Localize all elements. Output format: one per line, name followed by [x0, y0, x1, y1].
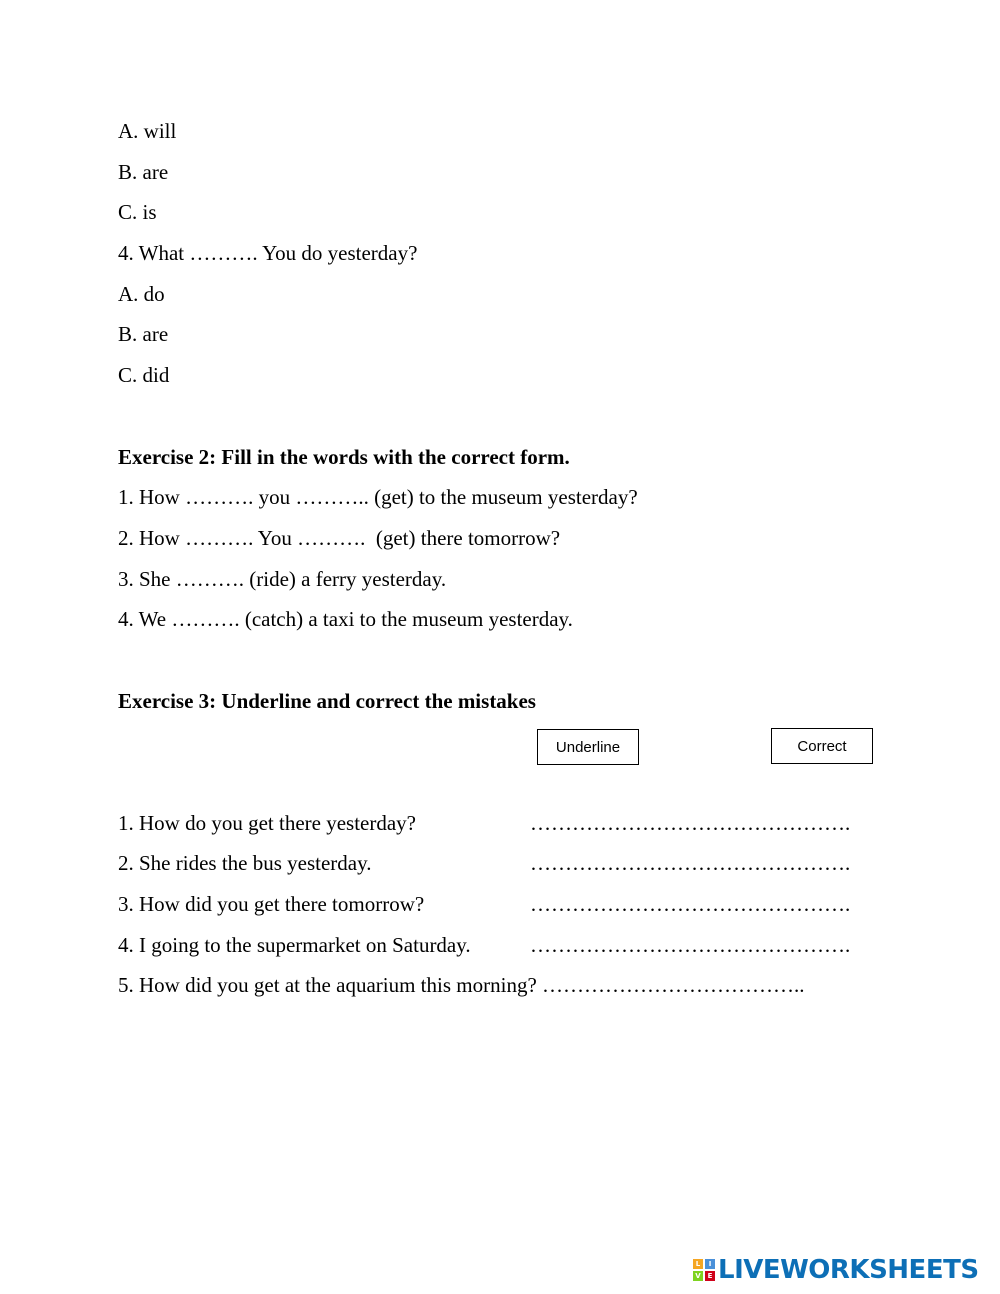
logo-mark-icon	[693, 1259, 715, 1281]
exercise-3-title: Exercise 3: Underline and correct the mistakes	[118, 689, 536, 713]
exercise-3-sentence-1: 1. How do you get there yesterday?	[118, 811, 416, 835]
option-a-will: A. will	[118, 119, 177, 143]
correct-box: Correct	[771, 728, 873, 764]
logo-letter-v: V	[693, 1271, 703, 1281]
liveworksheets-logo	[693, 1255, 979, 1285]
exercise-3-sentence-5: 5. How did you get at the aquarium this morning? ………………………………..	[118, 973, 805, 997]
logo-letter-i: I	[705, 1259, 715, 1269]
answer-blank-1[interactable]: ……………………………………….	[530, 811, 851, 835]
logo-letter-l: L	[693, 1259, 703, 1269]
option-a-do: A. do	[118, 282, 165, 306]
underline-box: Underline	[537, 729, 639, 765]
logo-letter-e: E	[705, 1271, 715, 1281]
option-b-are: B. are	[118, 160, 169, 184]
exercise-2-item-1: 1. How ………. you ……….. (get) to the museum yesterday?	[118, 485, 638, 509]
logo-text: LIVEWORKSHEETS	[718, 1255, 979, 1285]
exercise-3-sentence-3: 3. How did you get there tomorrow?	[118, 892, 425, 916]
option-c-is: C. is	[118, 200, 157, 224]
exercise-2-title: Exercise 2: Fill in the words with the correct form.	[118, 445, 570, 469]
answer-blank-4[interactable]: ……………………………………….	[530, 933, 851, 957]
answer-blank-2[interactable]: ……………………………………….	[530, 851, 851, 875]
answer-blank-3[interactable]: ……………………………………….	[530, 892, 851, 916]
exercise-2-item-2: 2. How ………. You ………. (get) there tomorrow?	[118, 526, 561, 550]
question-4: 4. What ………. You do yesterday?	[118, 241, 418, 265]
exercise-2-item-3: 3. She ………. (ride) a ferry yesterday.	[118, 567, 447, 591]
option-b-are-2: B. are	[118, 322, 169, 346]
exercise-3-sentence-2: 2. She rides the bus yesterday.	[118, 851, 372, 875]
option-c-did: C. did	[118, 363, 170, 387]
exercise-3-sentence-4: 4. I going to the supermarket on Saturday.	[118, 933, 471, 957]
exercise-2-item-4: 4. We ………. (catch) a taxi to the museum yesterday.	[118, 607, 573, 631]
